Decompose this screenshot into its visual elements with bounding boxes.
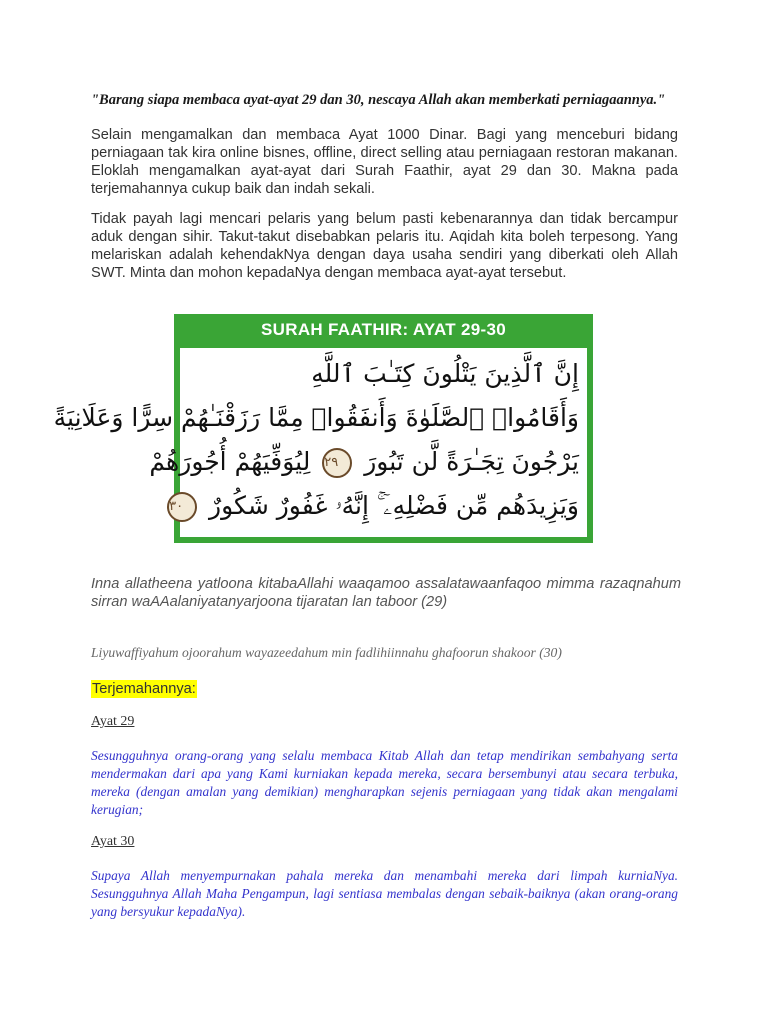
arabic-line-2: وَأَقَامُوا۟ ٱلصَّلَوٰةَ وَأَنفَقُوا۟ مِمَّا رَزَقْنَـٰهُمْ سِرًّا وَعَلَانِيَةً [53, 403, 579, 432]
ayat-30-translation: Supaya Allah menyempurnakan pahala mereka dan menambahi mereka dari limpah kurniaNya. Sesungguhnya Allah Maha Pengampun, lagi sentiasa membalas dengan sebaik-baiknya (akan orang-orang yang bersyukur kepadaNya). [91, 868, 678, 919]
transliteration-29: Inna allatheena yatloona kitabaAllahi waaqamoo assalatawaanfaqoo mimma razaqnahum sirran waAAalaniyatanyarjoona tijaratan lan taboor (29) [91, 576, 681, 610]
arabic-line-3b: لِيُوَفِّيَهُمْ أُجُورَهُمْ [149, 447, 311, 476]
ayat-29-translation: Sesungguhnya orang-orang yang selalu membaca Kitab Allah dan tetap mendirikan sembahyang serta mendermakan dari apa yang Kami kurniakan kepada mereka, secara bersembunyi atau secara terbuka, mereka (dengan amalan yang demikian) mengharapkan sejenis perniagaan yang tidak akan mengalami kerugian; [91, 748, 678, 817]
intro-quote: "Barang siapa membaca ayat-ayat 29 dan 30, nescaya Allah akan memberkati perniagaannya." [91, 92, 666, 108]
ayah-marker-30: ٣٠ [167, 492, 197, 522]
paragraph-pelaris: Tidak payah lagi mencari pelaris yang belum pasti kebenarannya dan tidak bercampur aduk dengan sihir. Takut-takut disebabkan pelaris itu. Aqidah kita boleh terpesong. Yang melariskan adalah kehendakNya dengan daya usaha sendiri yang diberkati oleh Allah SWT. Minta dan mohon kepadaNya dengan membaca ayat-ayat tersebut. [91, 211, 678, 281]
arabic-verses [53, 348, 587, 537]
ayat-30-heading: Ayat 30 [91, 834, 135, 849]
transliteration-30: Liyuwaffiyahum ojoorahum wayazeedahum min fadlihiinnahu ghafoorun shakoor (30) [91, 645, 562, 660]
translation-label: Terjemahannya: [92, 681, 196, 697]
banner-title: SURAH FAATHIR: AYAT 29-30 [261, 320, 506, 339]
arabic-line-1: إِنَّ ٱلَّذِينَ يَتْلُونَ كِتَـٰبَ ٱللَّهِ [311, 359, 579, 388]
ayat-29-heading: Ayat 29 [91, 714, 135, 729]
surah-banner-image [53, 314, 593, 543]
ayah-marker-29: ٢٩ [322, 448, 352, 478]
arabic-line-3a: يَرْجُونَ تِجَـٰرَةً لَّن تَبُورَ [364, 447, 579, 476]
arabic-line-4 [169, 488, 579, 524]
arabic-line-3 [149, 444, 579, 480]
arabic-line-4a: وَيَزِيدَهُم مِّن فَضْلِهِۦٓ ۚ إِنَّهُۥ غَفُورٌ شَكُورٌ [209, 491, 579, 520]
paragraph-intro: Selain mengamalkan dan membaca Ayat 1000 Dinar. Bagi yang menceburi bidang perniagaan tak kira online bisnes, offline, direct selling atau perniagaan restoran makanan. Eloklah mengamalkan ayat-ayat dari Surah Faathir, ayat 29 dan 30. Makna pada terjemahannya cukup baik dan indah sekali. [91, 127, 678, 197]
